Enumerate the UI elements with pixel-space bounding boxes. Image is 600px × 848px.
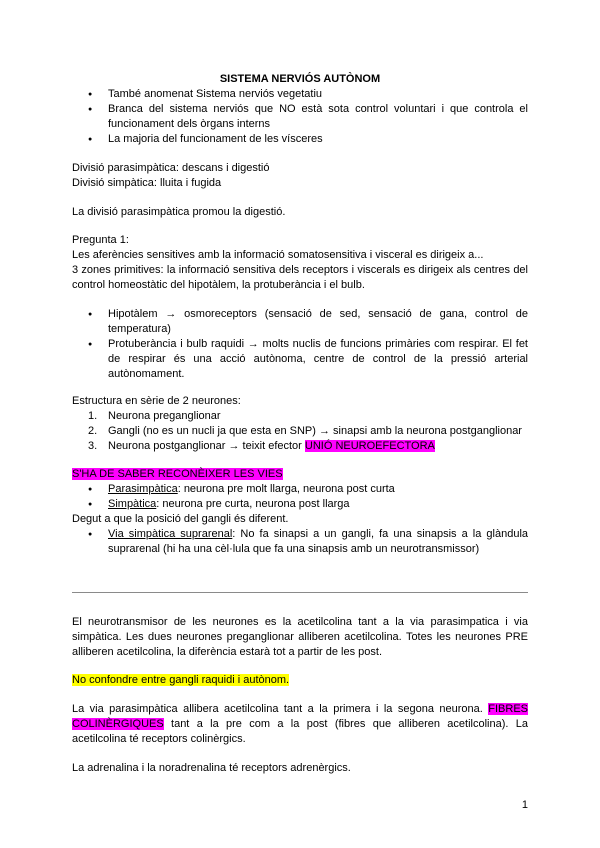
list-item: ● Protuberància i bulb raquidi → molts nuclis de funcions primàries com respirar. El fet de respirar és una acció autònoma, centre de control de la pressió arterial autònomament. [72, 337, 528, 382]
list-item: ● També anomenat Sistema nerviós vegetatiu [72, 87, 528, 102]
item-text: Neurona preganglionar [108, 410, 221, 422]
paragraph-text: La via parasimpàtica allibera acetilcolina tant a la primera i la segona neurona. [72, 703, 489, 715]
structure-heading: Estructura en sèrie de 2 neurones: [72, 395, 241, 407]
highlight-fibres-colinergiques: FIBRES COLINÈRGIQUES [72, 703, 528, 730]
question-section [72, 233, 528, 293]
item-text: Neurona postganglionar → teixit efector [108, 440, 305, 452]
list-item [72, 424, 528, 439]
term-via-suprarenal: Via simpàtica suprarenal [108, 528, 233, 540]
intro-bullet-list [72, 87, 528, 147]
item-number: 3. [88, 440, 98, 452]
page-title: SISTEMA NERVIÓS AUTÒNOM [219, 73, 381, 85]
suprarenal-bullet-list [72, 527, 528, 557]
section-divider [72, 592, 528, 593]
item-text: : No fa sinapsi a un gangli, fa una sinapsis a la glàndula suprarenal (hi ha una cèl·lula que fa una sinapsis amb un neurotransmissor) [108, 528, 529, 555]
page-number: 1 [521, 799, 528, 811]
degut-note: Degut a que la posició del gangli és diferent. [72, 513, 289, 525]
item-number: 2. [88, 425, 98, 437]
list-item [72, 497, 528, 512]
question-line-2: 3 zones primitives: la informació sensitiva dels receptors i viscerals es dirigeix als centres del control homeostàtic del hipotàlem, la protuberància i el bulb. [72, 264, 528, 291]
divisions [72, 161, 528, 191]
question-line-1: Les aferències sensitives amb la informació somatosensitiva i visceral es dirigeix a... [72, 249, 484, 261]
term-parasimpatica: Parasimpàtica [108, 483, 178, 495]
adrenalina-note: La adrenalina i la noradrenalina té receptors adrenèrgics. [72, 762, 351, 774]
division-parasympathetic: Divisió parasimpàtica: descans i digestió [72, 162, 270, 174]
structure-section [72, 394, 528, 454]
item-text: : neurona pre curta, neurona post llarga [156, 498, 350, 510]
highlight-unio-neuroefectora: UNIÓ NEUROEFECTORA [304, 440, 435, 452]
list-item: ● Branca del sistema nerviós que NO està sota control voluntari i que controla el funcionament dels òrgans interns [72, 102, 528, 132]
vies-section [72, 467, 528, 557]
item-text: : neurona pre molt llarga, neurona post curta [177, 483, 395, 495]
neurotransmitter-paragraph: El neurotransmisor de les neurones es la acetilcolina tant a la via parasimpatica i via simpàtica. Les dues neurones preganglionar alliberen acetilcolina. Totes les neurones PRE alliberen acetilcolina, la diferència estarà tot a partir de les post. [72, 616, 528, 658]
structure-numbered-list [72, 409, 528, 454]
no-confondre-note: No confondre entre gangli raquidi i autònom. [72, 674, 290, 686]
list-item: ● La majoria del funcionament de les vísceres [72, 132, 528, 147]
division-sympathetic: Divisió simpàtica: lluita i fugida [72, 177, 222, 189]
list-item [72, 482, 528, 497]
digestion-note: La divisió parasimpàtica promou la digestió. [72, 206, 286, 218]
list-item: ● Hipotàlem → osmoreceptors (sensació de sed, sensació de gana, control de temperatura) [72, 307, 528, 337]
parasympathetic-paragraph [72, 702, 528, 747]
paragraph-text: tant a la pre com a la post (fibres que alliberen acetilcolina). La acetilcolina té receptors colinèrgics. [72, 718, 528, 745]
vies-bullet-list [72, 482, 528, 512]
list-item [72, 409, 528, 424]
zones-bullet-list [72, 307, 528, 382]
question-label: Pregunta 1: [72, 234, 129, 246]
list-item [72, 439, 528, 454]
vies-heading: S'HA DE SABER RECONÈIXER LES VIES [72, 468, 283, 480]
item-number: 1. [88, 410, 98, 422]
list-item [72, 527, 528, 557]
item-text: Gangli (no es un nucli ja que esta en SNP) → sinapsi amb la neurona postganglionar [108, 425, 522, 437]
term-simpatica: Simpàtica [108, 498, 157, 510]
